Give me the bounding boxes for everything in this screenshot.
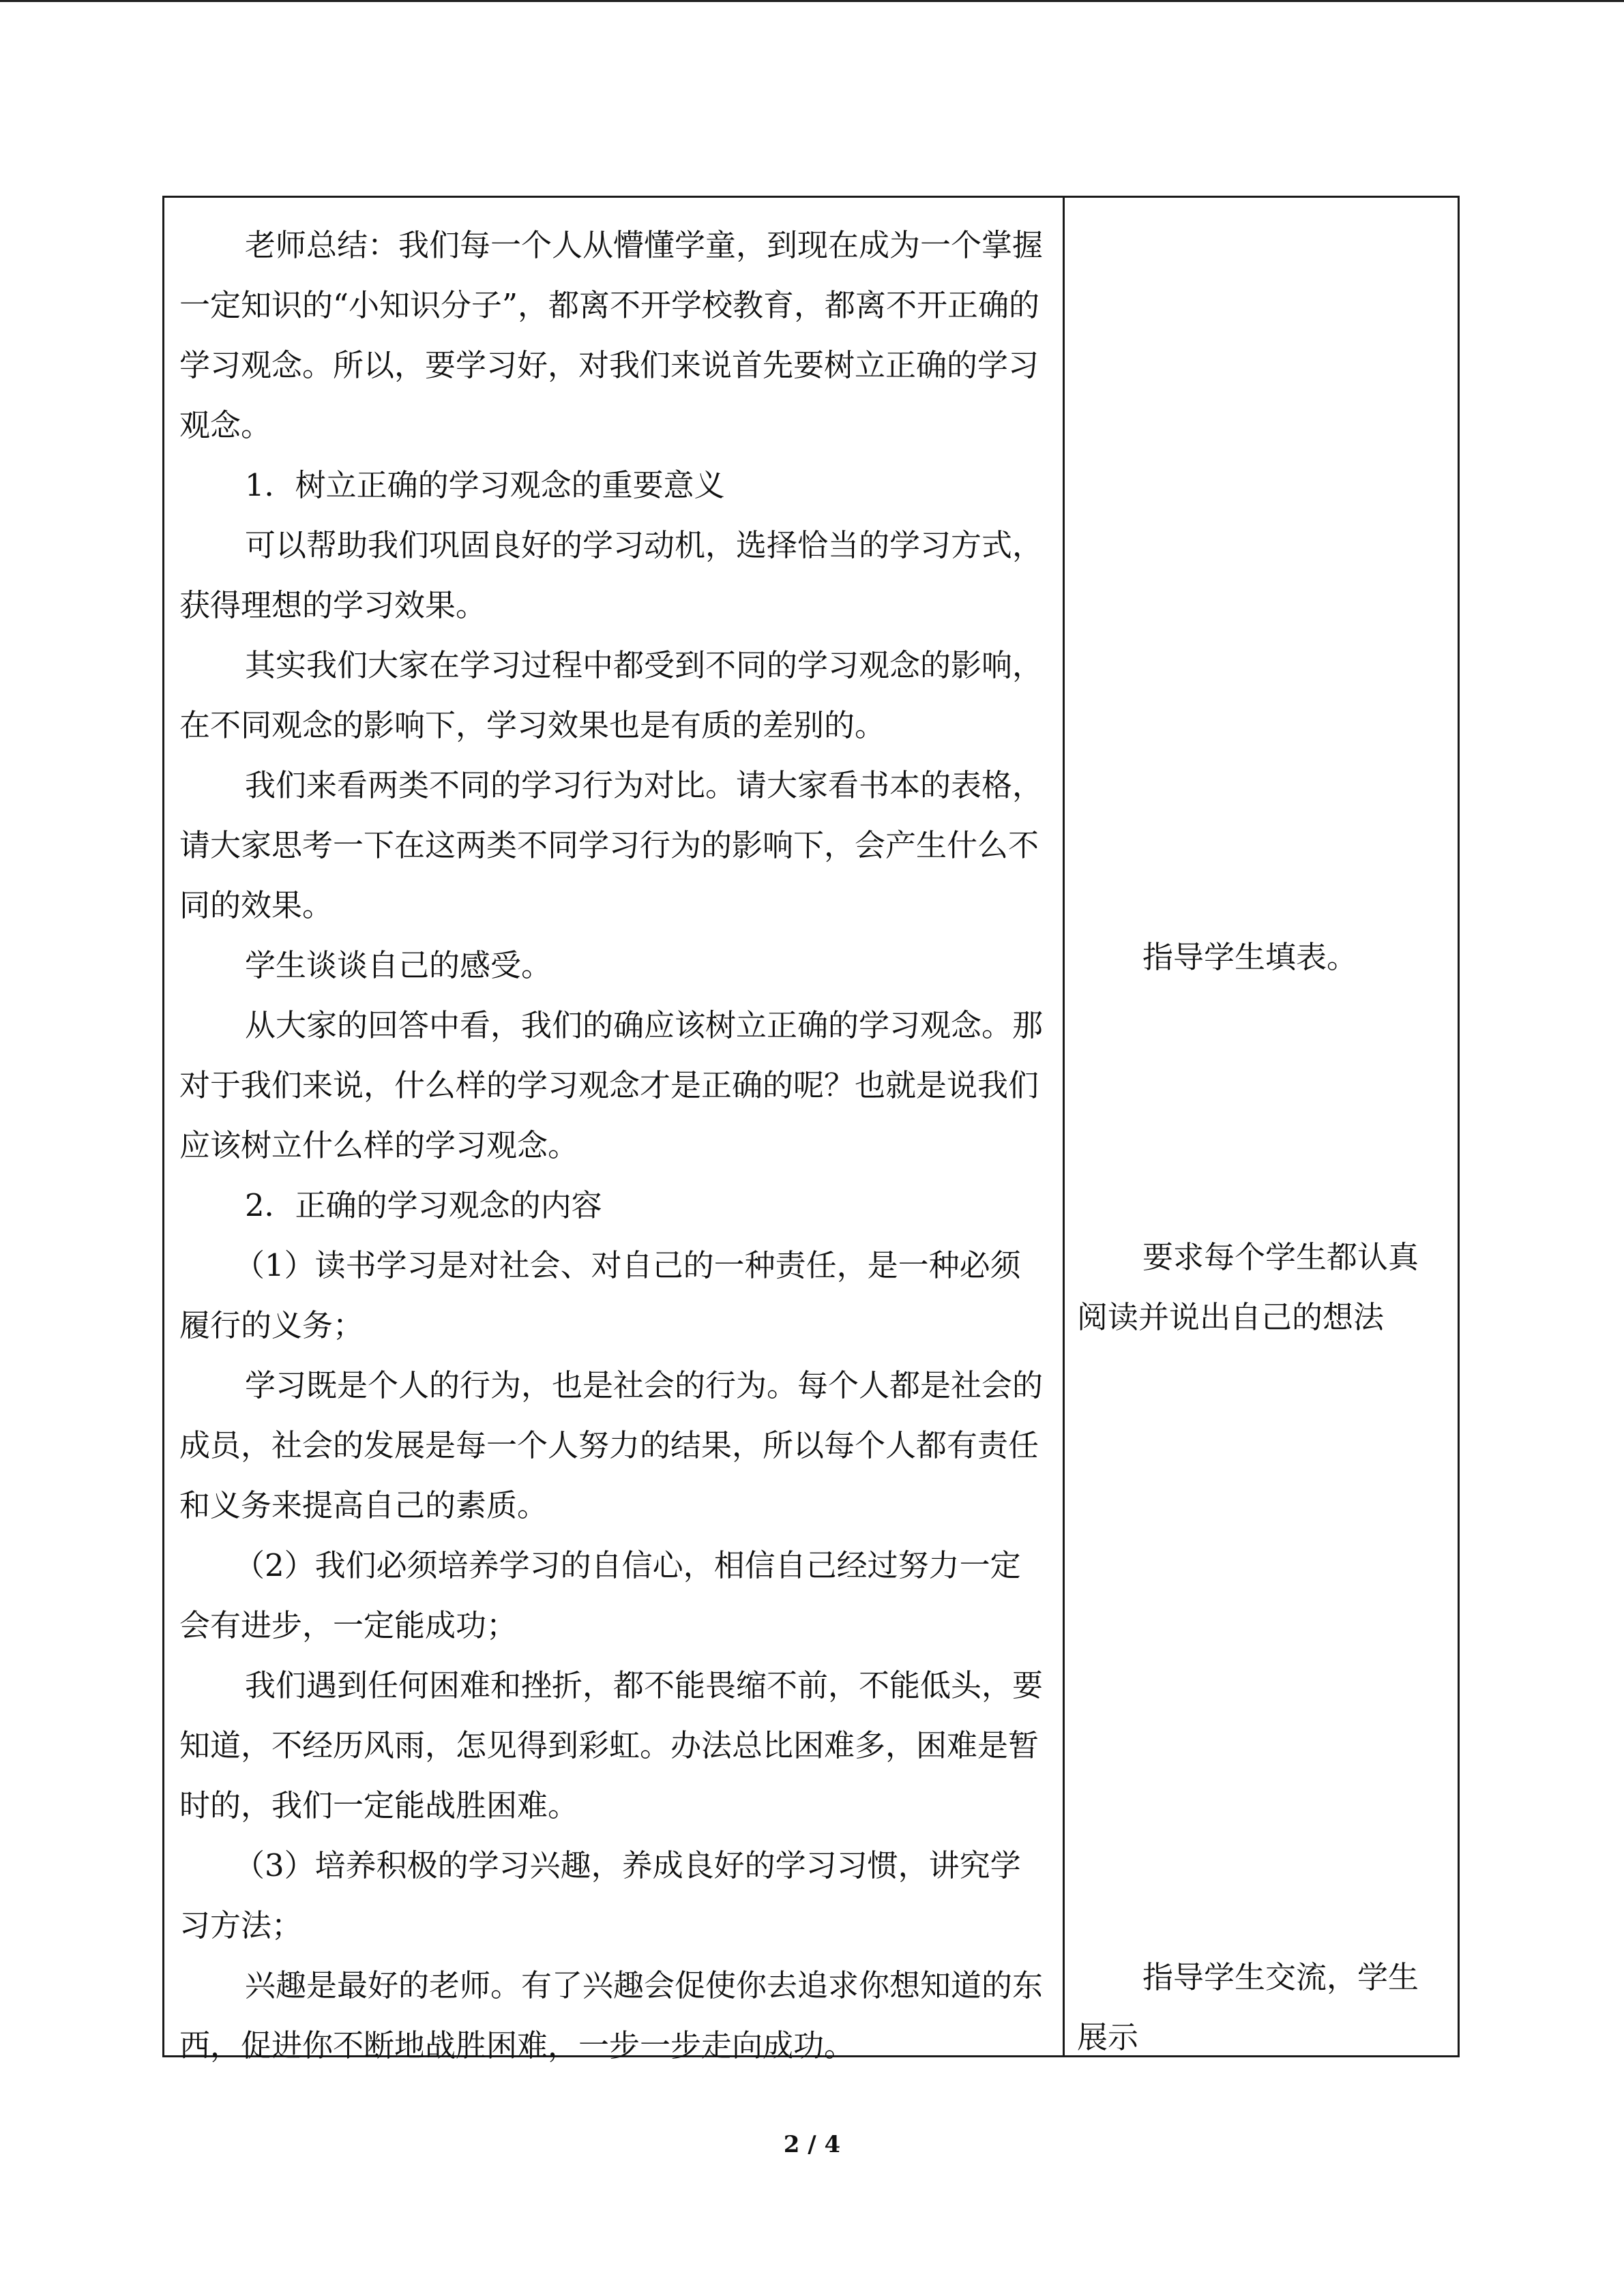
teaching-content-column — [179, 215, 1049, 2076]
paragraph-comparison: 我们来看两类不同的学习行为对比。请大家看书本的表格，请大家思考一下在这两类不同学习行为的影响下，会产生什么不同的效果。 — [179, 767, 1044, 923]
note-exchange-text: 指导学生交流，学生展示 — [1077, 1959, 1419, 2055]
note-fill-table — [1077, 927, 1445, 987]
note-read-aloud-text: 要求每个学生都认真阅读并说出自己的想法 — [1077, 1239, 1419, 1335]
note-fill-table-text: 指导学生填表。 — [1142, 939, 1358, 975]
heading-content: 2．正确的学习观念的内容 — [245, 1187, 602, 1223]
heading-importance: 1．树立正确的学习观念的重要意义 — [245, 467, 725, 503]
paragraph-importance: 可以帮助我们巩固良好的学习动机，选择恰当的学习方式，获得理想的学习效果。 — [179, 527, 1044, 623]
paragraph-influence: 其实我们大家在学习过程中都受到不同的学习观念的影响，在不同观念的影响下，学习效果也是有质的差别的。 — [179, 647, 1044, 743]
column-divider — [1063, 198, 1065, 2055]
paragraph-student-feelings: 学生谈谈自己的感受。 — [245, 947, 552, 983]
paragraph-question: 从大家的回答中看，我们的确应该树立正确的学习观念。那对于我们来说，什么样的学习观念才是正确的呢？也就是说我们应该树立什么样的学习观念。 — [179, 1007, 1044, 1163]
point-1-responsibility: （1）读书学习是对社会、对自己的一种责任，是一种必须履行的义务； — [179, 1247, 1021, 1343]
lesson-table — [162, 196, 1460, 2063]
paragraph-interest: 兴趣是最好的老师。有了兴趣会促使你去追求你想知道的东西，促进你不断地战胜困难，一步一步走向成功。 — [179, 1967, 1044, 2063]
point-2-confidence: （2）我们必须培养学习的自信心，相信自己经过努力一定会有进步，一定能成功； — [179, 1547, 1021, 1643]
paragraph-teacher-summary: 老师总结：我们每一个人从懵懂学童，到现在成为一个掌握一定知识的“小知识分子”，都离不开学校教育，都离不开正确的学习观念。所以，要学习好，对我们来说首先要树立正确的学习观念。 — [179, 227, 1044, 443]
page-number: 2 / 4 — [783, 2131, 841, 2158]
note-read-aloud — [1077, 1227, 1445, 1347]
note-exchange — [1077, 1948, 1445, 2068]
point-3-interest: （3）培养积极的学习兴趣，养成良好的学习习惯，讲究学习方法； — [179, 1847, 1021, 1943]
paragraph-difficulties: 我们遇到任何困难和挫折，都不能畏缩不前，不能低头，要知道，不经历风雨，怎见得到彩虹。办法总比困难多，困难是暂时的，我们一定能战胜困难。 — [179, 1667, 1044, 1823]
top-border-line — [0, 0, 1624, 2]
paragraph-responsibility: 学习既是个人的行为，也是社会的行为。每个人都是社会的成员，社会的发展是每一个人努力的结果，所以每个人都有责任和义务来提高自己的素质。 — [179, 1367, 1044, 1523]
